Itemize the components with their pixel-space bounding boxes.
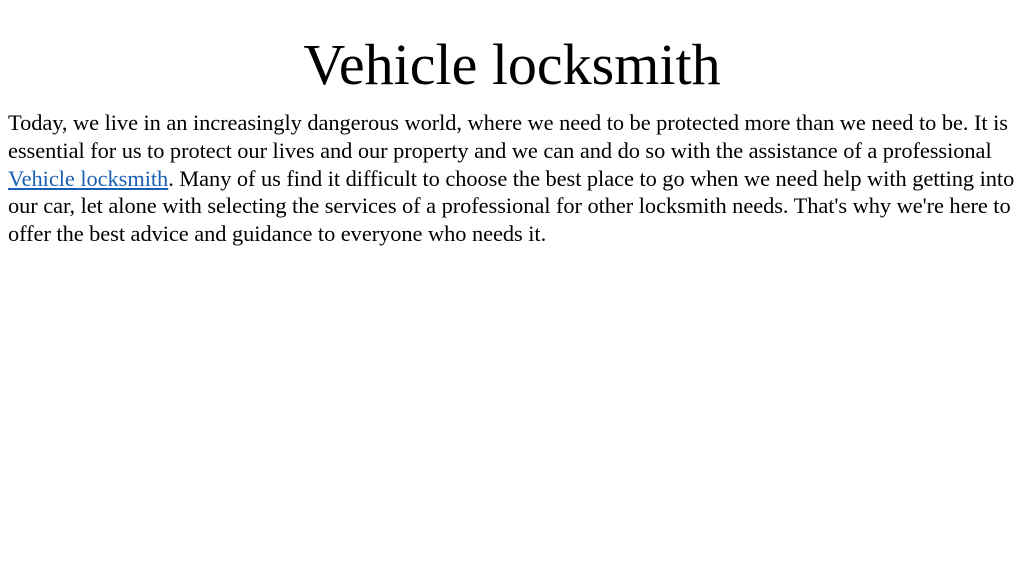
vehicle-locksmith-link[interactable]: Vehicle locksmith: [8, 165, 169, 191]
paragraph-text-after-link: . Many of us find it difficult to choose the best place to go when we need help with getting into our car, let alone with selecting the services of a professional for other locksmith needs. That's why we're here to offer the best advice and guidance to everyone who needs it.: [8, 165, 1015, 247]
page-title: Vehicle locksmith: [303, 32, 721, 97]
body-paragraph: [8, 109, 1020, 248]
paragraph-text-before-link: Today, we live in an increasingly dangerous world, where we need to be protected more than we need to be. It is essential for us to protect our lives and our property and we can and do so with the assistance of a professional: [8, 110, 1008, 163]
